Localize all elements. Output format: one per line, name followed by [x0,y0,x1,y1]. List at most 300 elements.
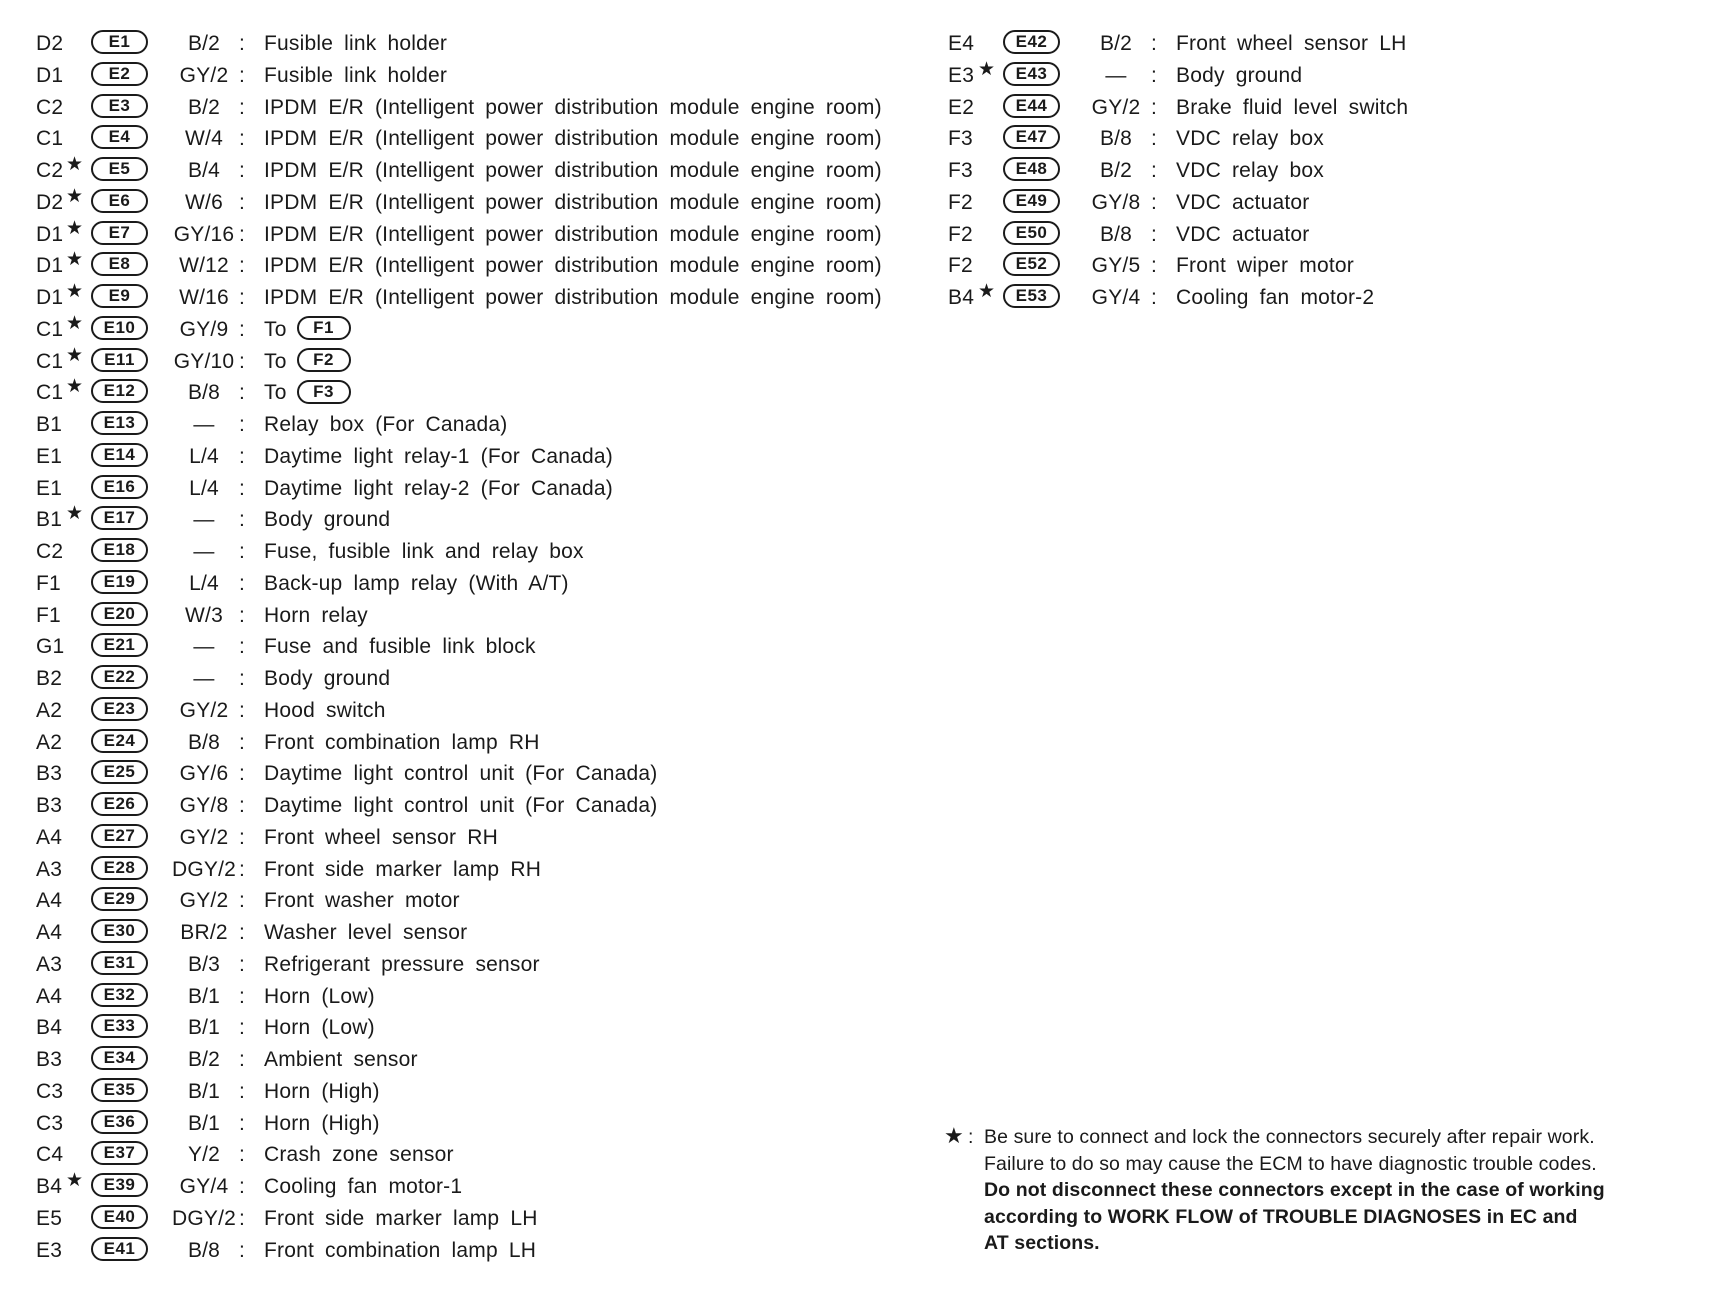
grid-reference: E1 [36,444,63,468]
connector-description [1176,223,1309,247]
grid-reference: C2 [36,540,64,563]
connector-description [264,667,390,691]
connector-spec: B/4 [187,159,221,182]
connector-spec: Y/2 [187,1143,221,1167]
caution-note [944,1124,1714,1257]
grid-reference: B4 [36,1016,63,1040]
connector-row [36,282,916,314]
connector-badge: E2 [91,62,148,86]
description-text: Cooling fan motor-2 [1176,286,1375,309]
connector-badge: E36 [91,1110,148,1134]
separator-colon: : [239,1143,246,1167]
connector-description [264,921,467,945]
star-icon: ★ [978,58,996,80]
star-icon: ★ [944,1123,964,1148]
grid-reference: D1 [36,286,64,309]
connector-description [264,477,613,501]
connector-badge: E42 [1003,30,1060,54]
connector-description [264,350,351,374]
grid-reference: C1 [36,317,64,341]
star-icon: ★ [66,217,84,239]
star-icon: ★ [66,281,84,302]
star-icon: ★ [66,376,84,398]
separator-colon: : [239,381,246,405]
description-text: To [264,317,287,341]
connector-badge: E37 [91,1141,148,1165]
connector-badge: E41 [91,1237,148,1261]
connector-row [36,790,916,822]
connector-row [36,1235,916,1267]
connector-badge: E5 [91,157,148,181]
description-text: Daytime light relay-1 (For Canada) [264,444,613,468]
description-text: Ambient sensor [264,1048,418,1071]
connector-spec: GY/2 [179,698,229,722]
grid-reference: E2 [948,95,975,119]
connector-badge: E52 [1003,252,1060,276]
connector-description [1176,127,1324,151]
connector-row [36,28,916,60]
connector-spec: GY/10 [173,349,235,373]
description-text: IPDM E/R (Intelligent power distribution module engine room) [264,190,882,214]
connector-badge: E26 [91,792,148,816]
separator-colon: : [239,508,246,532]
grid-reference: B1 [36,508,63,532]
description-text: Washer level sensor [264,921,468,944]
connector-description [264,794,657,818]
separator-colon: : [239,1016,246,1040]
connector-spec: B/1 [187,1016,221,1040]
grid-reference: A4 [36,984,63,1008]
separator-colon: : [239,1048,246,1071]
connector-spec: B/1 [187,984,221,1008]
description-text: Front combination lamp LH [264,1238,537,1262]
connector-row [36,1076,916,1108]
connector-description [264,889,460,913]
separator-colon: : [239,571,246,595]
grid-reference: F1 [36,603,61,627]
connector-spec: GY/2 [179,825,229,849]
connector-description [264,413,508,437]
grid-reference: E5 [36,1206,63,1230]
grid-reference: C2 [36,95,64,119]
connector-badge: E43 [1003,62,1060,86]
connector-spec: B/2 [1099,159,1133,182]
connector-row [36,1108,916,1140]
grid-reference: A2 [36,698,63,722]
description-text: Fuse, fusible link and relay box [264,540,584,563]
separator-colon: : [239,95,246,119]
description-text: Front washer motor [264,889,460,913]
connector-row [948,219,1648,251]
connector-row [36,822,916,854]
description-text: VDC actuator [1176,222,1310,246]
grid-reference: C3 [36,1111,64,1135]
description-text: Horn (Low) [264,984,375,1008]
grid-reference: B2 [36,667,63,690]
connector-row [36,441,916,473]
connector-description [264,1080,380,1104]
separator-colon: : [1151,32,1158,55]
connector-badge: E25 [91,760,148,784]
description-text: VDC relay box [1176,127,1324,151]
star-icon: ★ [66,503,84,525]
grid-reference: D1 [36,222,64,246]
separator-colon: : [239,1175,246,1198]
connector-row [36,1203,916,1235]
separator-colon: : [239,286,246,309]
separator-colon: : [1151,190,1158,214]
grid-reference: C1 [36,381,64,405]
separator-colon: : [239,667,246,690]
separator-colon: : [1151,159,1158,182]
connector-description [264,381,351,405]
connector-badge: E4 [91,125,148,149]
connector-row [36,885,916,917]
grid-reference: D1 [36,254,64,278]
connector-row [948,282,1648,314]
connector-badge: E33 [91,1014,148,1038]
note-colon: : [968,1126,974,1148]
connector-spec: W/3 [185,603,223,627]
description-text: IPDM E/R (Intelligent power distribution module engine room) [264,286,882,309]
connector-row [36,663,916,695]
star-icon: ★ [66,185,84,207]
connector-description [264,223,882,247]
separator-colon: : [1151,254,1158,278]
connector-spec: — [193,635,215,659]
connector-spec: GY/2 [179,63,229,87]
connector-row [36,123,916,155]
connector-badge: E28 [91,856,148,880]
separator-colon: : [239,540,246,563]
grid-reference: F2 [948,190,973,214]
connector-badge: E48 [1003,157,1060,181]
connector-ref-badge: F2 [297,348,351,372]
separator-colon: : [239,889,246,913]
connector-spec: GY/5 [1091,254,1141,278]
connector-badge: E13 [91,411,148,435]
connector-badge: E8 [91,252,148,276]
description-text: Daytime light control unit (For Canada) [264,762,658,786]
connector-description [264,953,540,977]
connector-badge: E1 [91,30,148,54]
connector-row [948,187,1648,219]
connector-spec: W/12 [179,254,229,278]
connector-spec: B/8 [187,1238,221,1262]
grid-reference: F1 [36,571,61,595]
star-icon: ★ [66,344,84,366]
grid-reference: G1 [36,635,65,659]
grid-reference: F3 [948,159,973,182]
connector-description [1176,96,1408,120]
connector-description [264,508,390,532]
connector-badge: E39 [91,1173,148,1197]
connector-badge: E23 [91,697,148,721]
connector-row [36,600,916,632]
grid-reference: C4 [36,1143,64,1167]
description-text: Fusible link holder [264,63,448,87]
connector-spec: GY/8 [179,794,229,817]
connector-spec: B/8 [187,730,221,754]
connector-row [36,1012,916,1044]
star-icon: ★ [66,312,84,334]
grid-reference: A3 [36,857,63,881]
connector-badge: E44 [1003,94,1060,118]
connector-spec: L/4 [189,571,219,595]
star-icon: ★ [66,249,84,271]
separator-colon: : [239,857,246,881]
separator-colon: : [239,317,246,341]
separator-colon: : [239,349,246,373]
connector-badge: E6 [91,189,148,213]
separator-colon: : [239,476,246,500]
note-bold-line: Do not disconnect these connectors except in the case of working [984,1179,1605,1201]
separator-colon: : [239,635,246,659]
connector-row [36,346,916,378]
description-text: IPDM E/R (Intelligent power distribution module engine room) [264,95,882,119]
separator-colon: : [239,190,246,214]
separator-colon: : [239,603,246,627]
separator-colon: : [239,730,246,754]
description-text: IPDM E/R (Intelligent power distribution module engine room) [264,159,882,182]
connector-description [264,1112,380,1136]
connector-description [264,635,536,659]
connector-badge: E32 [91,983,148,1007]
separator-colon: : [239,952,246,976]
connector-description [264,1207,538,1231]
separator-colon: : [1151,127,1158,151]
description-text: Daytime light control unit (For Canada) [264,794,658,817]
description-text: VDC relay box [1176,159,1324,182]
connector-badge: E35 [91,1078,148,1102]
connector-row [36,60,916,92]
grid-reference: D1 [36,63,64,87]
connector-row [36,536,916,568]
connector-badge: E9 [91,284,148,308]
connector-badge: E49 [1003,189,1060,213]
connector-description [1176,254,1354,278]
grid-reference: C1 [36,127,64,151]
connector-description [264,826,498,850]
separator-colon: : [1151,222,1158,246]
connector-badge: E53 [1003,284,1060,308]
connector-description [1176,64,1302,88]
connector-spec: — [193,540,215,563]
connector-row [36,1044,916,1076]
connector-badge: E29 [91,887,148,911]
connector-row [36,473,916,505]
connector-description [264,191,882,215]
connector-description [264,96,882,120]
description-text: Daytime light relay-2 (For Canada) [264,476,613,500]
connector-row [36,631,916,663]
connector-row [948,92,1648,124]
separator-colon: : [239,1111,246,1135]
description-text: Fuse and fusible link block [264,635,536,659]
description-text: Front wiper motor [1176,254,1354,278]
separator-colon: : [239,32,246,55]
connector-row [36,504,916,536]
connector-badge: E50 [1003,221,1060,245]
grid-reference: E3 [36,1238,63,1262]
connector-list-right [948,28,1648,314]
separator-colon: : [239,1206,246,1230]
grid-reference: C2 [36,159,64,182]
connector-description [264,731,540,755]
connector-description [264,858,541,882]
connector-spec: DGY/2 [171,1206,237,1230]
connector-spec: B/2 [187,95,221,119]
connector-description [264,1143,454,1167]
connector-badge: E18 [91,538,148,562]
connector-spec: BR/2 [180,921,228,944]
grid-reference: E3 [948,63,975,87]
connector-description [264,699,386,723]
description-text: Refrigerant pressure sensor [264,952,540,976]
connector-description [264,762,657,786]
connector-spec: GY/2 [179,889,229,913]
grid-reference: B1 [36,413,63,436]
grid-reference: C1 [36,349,64,373]
grid-reference: B3 [36,762,63,786]
description-text: Relay box (For Canada) [264,413,508,436]
connector-badge: E24 [91,729,148,753]
connector-badge: E22 [91,665,148,689]
description-text: Fusible link holder [264,32,448,55]
connector-description [1176,159,1324,183]
grid-reference: F3 [948,127,973,151]
connector-spec: — [193,413,215,436]
connector-description [1176,32,1406,56]
connector-ref-badge: F1 [297,316,351,340]
grid-reference: A4 [36,921,63,944]
separator-colon: : [239,413,246,436]
grid-reference: A4 [36,889,63,913]
separator-colon: : [239,794,246,817]
connector-spec: W/16 [179,286,229,309]
connector-spec: GY/2 [1091,95,1141,119]
connector-row [36,187,916,219]
description-text: Horn (Low) [264,1016,375,1040]
connector-spec: GY/8 [1091,190,1141,214]
star-icon: ★ [66,154,84,175]
grid-reference: F2 [948,222,973,246]
connector-row [36,219,916,251]
connector-row [36,314,916,346]
connector-spec: W/6 [185,190,223,214]
connector-description [264,540,584,564]
description-text: Front wheel sensor RH [264,825,498,849]
description-text: VDC actuator [1176,190,1310,214]
connector-row [948,28,1648,60]
connector-badge: E34 [91,1046,148,1070]
separator-colon: : [239,254,246,278]
connector-spec: B/1 [187,1079,221,1103]
connector-description [264,127,882,151]
grid-reference: D2 [36,190,64,214]
description-text: Back-up lamp relay (With A/T) [264,571,569,595]
grid-reference: E1 [36,476,63,500]
separator-colon: : [239,222,246,246]
connector-spec: GY/9 [179,317,229,341]
connector-row [36,727,916,759]
grid-reference: A4 [36,825,63,849]
connector-badge: E3 [91,94,148,118]
connector-row [36,568,916,600]
connector-row [36,695,916,727]
connector-row [36,758,916,790]
grid-reference: B3 [36,794,63,817]
connector-spec: L/4 [189,476,219,500]
description-text: Body ground [264,667,391,690]
grid-reference: A3 [36,952,63,976]
connector-ref-badge: F3 [297,380,351,404]
connector-badge: E7 [91,221,148,245]
connector-description [264,1016,375,1040]
description-text: Front side marker lamp LH [264,1206,538,1230]
connector-description [1176,191,1309,215]
connector-description [264,1175,462,1199]
connector-description [264,32,447,56]
connector-badge: E20 [91,602,148,626]
description-text: Crash zone sensor [264,1143,454,1167]
connector-row [36,92,916,124]
description-text: Front combination lamp RH [264,730,540,754]
grid-reference: B4 [36,1175,63,1198]
connector-description [264,1239,536,1263]
connector-spec: GY/6 [179,762,229,786]
note-line: Be sure to connect and lock the connectors securely after repair work. [984,1126,1595,1148]
star-icon: ★ [66,1170,84,1191]
connector-badge: E14 [91,443,148,467]
connector-spec: B/2 [187,32,221,55]
description-text: Front side marker lamp RH [264,857,542,881]
connector-badge: E12 [91,379,148,403]
connector-row [36,155,916,187]
grid-reference: B3 [36,1048,63,1071]
description-text: Cooling fan motor-1 [264,1175,463,1198]
connector-spec: B/8 [187,381,221,405]
connector-row [36,250,916,282]
connector-badge: E30 [91,919,148,943]
star-icon: ★ [978,281,996,302]
connector-row [36,917,916,949]
connector-spec: GY/16 [173,222,235,246]
description-text: Hood switch [264,698,386,722]
connector-spec: W/4 [185,127,223,151]
connector-row [948,250,1648,282]
description-text: IPDM E/R (Intelligent power distribution module engine room) [264,127,882,151]
connector-badge: E40 [91,1205,148,1229]
connector-badge: E47 [1003,125,1060,149]
connector-spec: B/2 [187,1048,221,1071]
grid-reference: E4 [948,32,975,55]
connector-description [1176,286,1374,310]
connector-spec: — [193,508,215,532]
connector-row [36,854,916,886]
separator-colon: : [1151,95,1158,119]
grid-reference: A2 [36,730,63,754]
connector-spec: GY/4 [179,1175,229,1198]
separator-colon: : [239,1238,246,1262]
connector-spec: B/3 [187,952,221,976]
grid-reference: F2 [948,254,973,278]
connector-description [264,572,569,596]
connector-row [36,377,916,409]
separator-colon: : [239,921,246,944]
connector-row [36,409,916,441]
connector-badge: E31 [91,951,148,975]
